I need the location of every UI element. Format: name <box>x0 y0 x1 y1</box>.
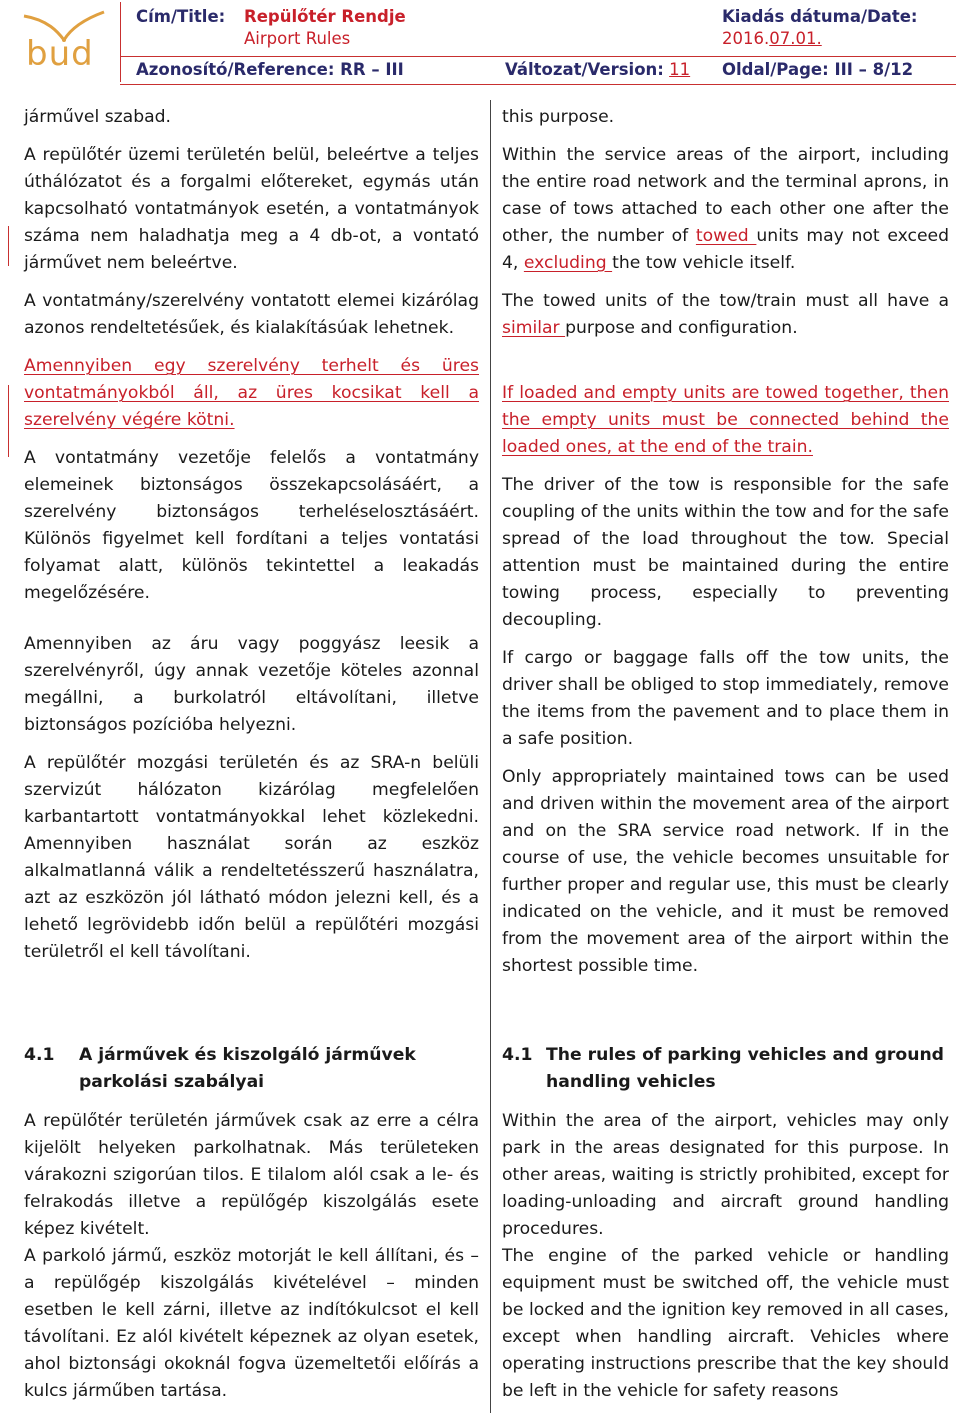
section-number: 4.1 <box>24 1045 55 1065</box>
title-en: Airport Rules <box>244 29 351 48</box>
date-value-changed: 07.01. <box>769 29 822 48</box>
header-vertical-rule <box>120 2 121 82</box>
hu-paragraph: A repülőtér mozgási területén és az SRA-n belüli szervizút hálózaton kizárólag megfelelően karbantartott vontatmányokkal lehet közlekedni. Amennyiben használat során az eszköz alkalmatlanná válik a rendeltetésszerű használatra, azt az eszközön jól látható módon jelezni kell, és a lehető legrövidebb időn belül a repülőtéri mozgási területről el kell távolítani. <box>24 753 479 962</box>
hu-paragraph: Amennyiben az áru vagy poggyász leesik a szerelvényről, úgy annak vezetője köteles azonnal megállni, a burkolatról eltávolítani, illetve biztonságos pozícióba helyezni. <box>24 634 479 735</box>
hu-paragraph: A vontatmány vezetője felelős a vontatmány elemeinek biztonságos összekapcsolásáért, a szerelvény biztonságos terheléselosztásáért. Különös figyelmet kell fordítani a teljes vontatási folyamat alatt, különös tekintettel a leakadás megelőzésére. <box>24 448 479 603</box>
en-paragraph: this purpose. <box>502 107 615 127</box>
en-paragraph-changed: If loaded and empty units are towed together, then the empty units must be connected behind the loaded ones, at the end of the train. <box>502 383 949 457</box>
section-4-1-en <box>502 1042 949 1405</box>
hu-paragraph: járművel szabad. <box>24 107 172 127</box>
version <box>505 59 690 81</box>
section-number: 4.1 <box>502 1045 533 1065</box>
en-text: The towed units of the tow/train must all have a <box>502 291 949 311</box>
change-bar <box>8 226 9 266</box>
en-paragraph: Only appropriately maintained tows can be used and driven within the movement area of the airport and on the SRA service road network. If in the course of use, the vehicle becomes unsuitable for further proper and regular use, this must be clearly indicated on the vehicle, and it must be removed from the movement area of the airport within the shortest possible time. <box>502 767 949 976</box>
reference-label: Azonosító/Reference: RR – III <box>136 60 404 79</box>
hu-paragraph: A parkoló jármű, eszköz motorját le kell állítani, és – a repülőgép kiszolgálás kivételével – minden esetben le kell zárni, illetve az indítókulcsot el kell távolítani. Ez alól kivételt képeznek az olyan esetek, ahol biztonsági okoknál fogva üzemeltetői előírás a kulcs járműben tartása. <box>24 1246 479 1401</box>
hu-paragraph: A repülőtér területén járművek csak az erre a célra kijelölt helyeken parkolhatnak. Más területeken várakozni szigorúan tilos. E tilalom alól csak a le- és felrakodás illetve a repülőgép kiszolgálás esete képez kivételt. <box>24 1111 479 1239</box>
date-label-text: Kiadás dátuma/Date: <box>722 7 918 26</box>
column-divider <box>490 100 491 1413</box>
en-paragraph <box>502 142 949 277</box>
header-rule-mid <box>120 56 956 57</box>
date-value <box>722 28 822 50</box>
document-header <box>0 0 960 88</box>
en-paragraph <box>502 288 949 342</box>
en-text: units may not exceed 4, <box>502 226 949 273</box>
section-4-1-hu <box>24 1042 479 1405</box>
header-rule-bottom <box>120 84 956 85</box>
section-title: The rules of parking vehicles and ground handling vehicles <box>546 1045 944 1092</box>
en-paragraph: If cargo or baggage falls off the tow units, the driver shall be obliged to stop immediately, remove the items from the pavement and to place them in a safe position. <box>502 648 949 749</box>
en-changed-text: similar <box>502 318 566 338</box>
hungarian-column <box>24 104 479 977</box>
change-bar <box>8 385 9 457</box>
section-heading <box>502 1042 949 1096</box>
hu-paragraph-changed: Amennyiben egy szerelvény terhelt és üres vontatmányokból áll, az üres kocsikat kell a szerelvény végére kötni. <box>24 356 479 430</box>
page-label: Oldal/Page: III – 8/12 <box>722 60 914 79</box>
en-paragraph: The engine of the parked vehicle or handling equipment must be switched off, the vehicle must be locked and the ignition key removed in all cases, except when handling aircraft. Vehicles where operating instructions prescribe that the key should be left in the vehicle for safety reasons <box>502 1246 949 1401</box>
en-text: purpose and configuration. <box>565 318 798 338</box>
title-label: Cím/Title: <box>136 7 226 26</box>
date-value-prefix: 2016. <box>722 29 770 48</box>
en-paragraph: The driver of the tow is responsible for the safe coupling of the units within the tow and for the safe spread of the load throughout the tow. Special attention must be maintained during the entire towing process, especially to preventing decoupling. <box>502 475 949 630</box>
version-label: Változat/Version: <box>505 60 664 79</box>
hu-paragraph: A vontatmány/szerelvény vontatott elemei kizárólag azonos rendeltetésűek, és kialakításúak lehetnek. <box>24 291 479 338</box>
logo-text: bud <box>26 34 94 74</box>
hu-paragraph: A repülőtér üzemi területén belül, beleértve a teljes úthálózatot és a forgalmi előtereket, egymás után kapcsolható vontatmányok esetén, a vontatmányok száma nem haladhatja meg a 4 db-ot, a vontató járművet nem beleértve. <box>24 145 479 273</box>
en-changed-text: excluding <box>523 253 613 273</box>
section-heading <box>24 1042 479 1096</box>
en-text: Within the service areas of the airport, including the entire road network and the terminal aprons, in case of tows attached to each other one after the other, the number of <box>502 145 949 246</box>
en-changed-text: towed <box>695 226 757 246</box>
version-value: 11 <box>669 60 691 79</box>
section-title: A járművek és kiszolgáló járművek parkolási szabályai <box>79 1045 416 1092</box>
en-paragraph: Within the area of the airport, vehicles may only park in the areas designated for this purpose. In other areas, waiting is strictly prohibited, except for loading-unloading and aircraft ground handling procedures. <box>502 1111 949 1239</box>
english-column <box>502 104 949 991</box>
title-hu: Repülőtér Rendje <box>244 7 406 26</box>
en-text: the tow vehicle itself. <box>612 253 796 273</box>
date-label <box>722 6 918 28</box>
